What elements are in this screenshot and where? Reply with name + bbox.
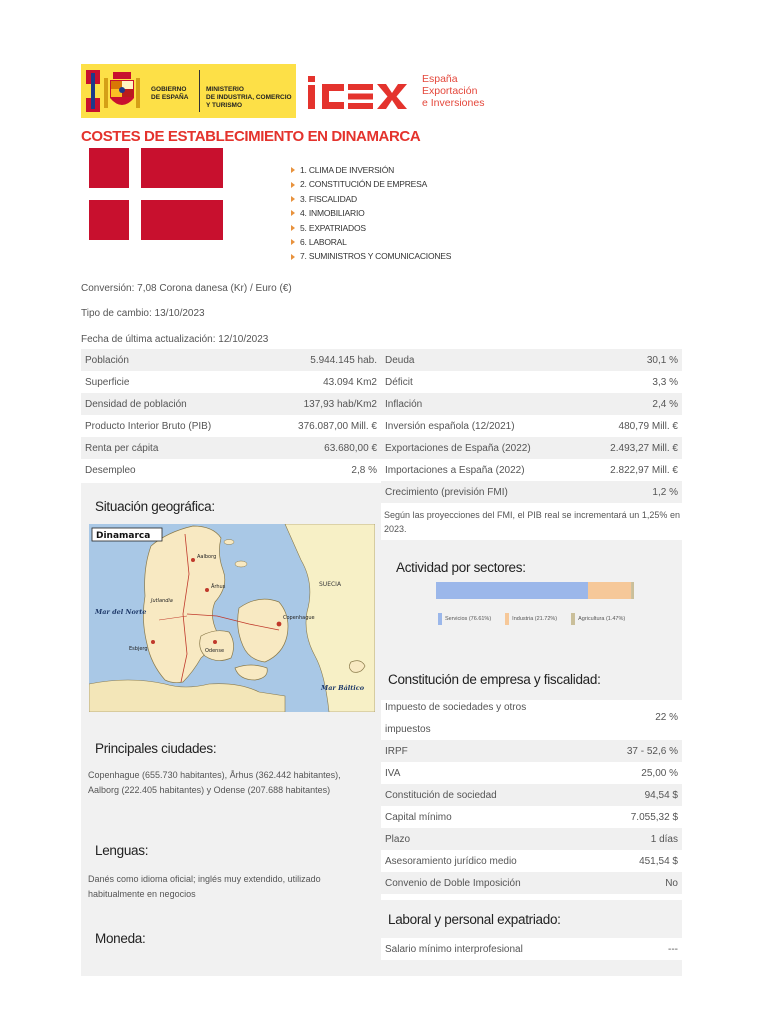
fiscal-value: No (665, 877, 678, 889)
table-row (381, 938, 682, 960)
table-row (381, 762, 682, 784)
chevron-right-icon (291, 182, 295, 188)
toc-item[interactable] (291, 177, 451, 191)
legend-swatch (438, 613, 442, 625)
fiscal-label: Plazo (385, 833, 411, 845)
map-label: Århus (211, 584, 226, 590)
fiscal-label: Convenio de Doble Imposición (385, 877, 521, 889)
indicator-label: Deuda (385, 354, 415, 366)
chevron-right-icon (291, 196, 295, 202)
ciudades-title: Principales ciudades: (95, 741, 217, 756)
table-row (381, 872, 682, 894)
page-title: COSTES DE ESTABLECIMIENTO EN DINAMARCA (81, 128, 421, 145)
indicator-label: Inversión española (12/2021) (385, 420, 515, 432)
table-row (81, 371, 381, 393)
denmark-flag-icon (89, 148, 223, 240)
toc-item[interactable] (291, 249, 451, 263)
logo-divider (199, 70, 200, 112)
table-of-contents (291, 163, 451, 264)
map-label: Copenhague (283, 615, 315, 621)
toc-item-label[interactable]: 4. INMOBILIARIO (300, 208, 365, 219)
legend-item (438, 613, 491, 625)
moneda-title: Moneda: (95, 931, 146, 946)
map-label: Aalborg (197, 554, 217, 560)
gobierno-text (151, 86, 188, 102)
legend-label: Agricultura (1.47%) (578, 616, 626, 622)
toc-item[interactable] (291, 221, 451, 235)
gobierno-logo (81, 64, 296, 118)
table-row (381, 437, 682, 459)
toc-item[interactable] (291, 235, 451, 249)
spain-coat-of-arms-icon (103, 70, 141, 114)
table-row (381, 740, 682, 762)
table-row (381, 850, 682, 872)
table-row (381, 349, 682, 371)
fiscal-value: 37 - 52,6 % (626, 745, 678, 757)
indicator-value: 480,79 Mill. € (618, 420, 678, 432)
chevron-right-icon (291, 239, 295, 245)
icex-line-3: e Inversiones (422, 97, 485, 109)
indicator-label: Crecimiento (previsión FMI) (385, 486, 508, 498)
toc-item-label[interactable]: 2. CONSTITUCIÓN DE EMPRESA (300, 179, 428, 190)
table-row (81, 393, 381, 415)
indicator-label: Exportaciones de España (2022) (385, 442, 531, 454)
legend-label: Industria (21.72%) (512, 616, 558, 622)
indicator-label: Importaciones a España (2022) (385, 464, 525, 476)
indicator-label: Población (85, 354, 129, 366)
actividad-title: Actividad por sectores: (396, 560, 526, 575)
table-row (81, 459, 381, 481)
legend-swatch (571, 613, 575, 625)
toc-item-label[interactable]: 1. CLIMA DE INVERSIÓN (300, 165, 395, 175)
indicator-value: 3,3 % (652, 376, 678, 388)
flag-cross-horizontal (89, 188, 223, 200)
table-row (381, 806, 682, 828)
chevron-right-icon (291, 254, 295, 260)
indicator-label: Inflación (385, 398, 423, 410)
toc-item[interactable] (291, 163, 451, 177)
table-row (81, 437, 381, 459)
indicator-label: Superficie (85, 376, 130, 388)
lenguas-title: Lenguas: (95, 843, 149, 858)
icex-logo-icon (306, 70, 416, 112)
indicator-value: 5.944.145 hab. (310, 354, 377, 366)
map-label: Odense (205, 648, 225, 654)
fiscal-value: 1 días (650, 833, 678, 845)
situacion-title: Situación geográfica: (95, 499, 215, 514)
toc-item[interactable] (291, 192, 451, 206)
gobierno-line-1: GOBIERNO (151, 86, 187, 93)
indicator-value: 2,4 % (652, 398, 678, 410)
toc-item[interactable] (291, 206, 451, 220)
fiscal-value: 25,00 % (641, 767, 678, 779)
toc-item-label[interactable]: 6. LABORAL (300, 236, 347, 247)
legend-item (571, 613, 625, 625)
icex-line-2: Exportación (422, 85, 478, 97)
fiscal-label: IRPF (385, 745, 408, 757)
indicator-label: Renta per cápita (85, 442, 159, 454)
sector-bar-segment (436, 582, 588, 599)
map-label: SUECIA (319, 581, 342, 588)
fiscal-value: 451,54 $ (639, 855, 678, 867)
toc-item-label[interactable]: 7. SUMINISTROS Y COMUNICACIONES (300, 251, 452, 262)
table-row (381, 784, 682, 806)
gobierno-line-2: DE ESPAÑA (151, 94, 189, 101)
lenguas-text: Danés como idioma oficial; inglés muy extendido, utilizado habitualmente en negocios (88, 874, 321, 899)
table-row (381, 481, 682, 503)
table-row (381, 371, 682, 393)
fiscal-value: 94,54 $ (644, 789, 678, 801)
laboral-title: Laboral y personal expatriado: (388, 912, 561, 927)
conversion-rate: Conversión: 7,08 Corona danesa (Kr) / Euro (€) (81, 283, 292, 294)
sector-bar-segment (588, 582, 631, 599)
icex-line-1: España (422, 73, 458, 85)
map-title: Dinamarca (96, 531, 151, 541)
ministerio-line-2: DE INDUSTRIA, COMERCIO (206, 94, 292, 101)
indicator-value: 43.094 Km2 (323, 376, 377, 388)
sector-bar-segment (631, 582, 634, 599)
indicator-value: 2.822,97 Mill. € (610, 464, 678, 476)
table-row (381, 415, 682, 437)
indicator-value: 1,2 % (652, 486, 678, 498)
map-label: Mar del Norte (95, 608, 147, 616)
constitucion-title: Constitución de empresa y fiscalidad: (388, 672, 601, 687)
laboral-value: --- (668, 943, 678, 955)
indicator-value: 376.087,00 Mill. € (298, 420, 377, 432)
indicator-value: 30,1 % (646, 354, 678, 366)
table-row (381, 700, 682, 740)
fiscal-label: Impuesto de sociedades y otros (385, 702, 527, 713)
sector-legend (438, 613, 678, 625)
indicator-value: 2,8 % (351, 464, 377, 476)
indicator-value: 137,93 hab/Km2 (303, 398, 377, 410)
ministerio-text (206, 86, 292, 110)
toc-item-label[interactable]: 3. FISCALIDAD (300, 193, 357, 204)
fiscal-label: impuestos (385, 724, 431, 735)
legend-swatch (505, 613, 509, 625)
laboral-label: Salario mínimo interprofesional (385, 943, 523, 955)
legend-label: Servicios (76.61%) (445, 616, 492, 622)
table-row (81, 415, 381, 437)
indicator-value: 2.493,27 Mill. € (610, 442, 678, 454)
denmark-map (89, 524, 375, 712)
ministerio-line-1: MINISTERIO (206, 86, 244, 93)
pillars-emblem-icon (85, 68, 101, 114)
fiscal-value: 7.055,32 $ (630, 811, 678, 823)
exchange-date: Tipo de cambio: 13/10/2023 (81, 308, 205, 319)
fiscal-label: Constitución de sociedad (385, 789, 497, 801)
table-row (81, 349, 381, 371)
indicator-label: Producto Interior Bruto (PIB) (85, 420, 212, 432)
legend-item (505, 613, 557, 625)
ciudades-text: Copenhague (655.730 habitantes), Århus (362.442 habitantes), Aalborg (222.405 habitantes) y Odense (207.688 habitantes) (88, 770, 341, 795)
ministerio-line-3: Y TURISMO (206, 102, 242, 109)
last-updated: Fecha de última actualización: 12/10/2023 (81, 334, 269, 345)
chevron-right-icon (291, 210, 295, 216)
fiscal-label: Asesoramiento jurídico medio (385, 855, 517, 867)
map-label: Esbjerg (129, 646, 148, 652)
fiscal-label: IVA (385, 767, 401, 779)
map-graphic (89, 524, 375, 712)
toc-item-label[interactable]: 5. EXPATRIADOS (300, 222, 366, 233)
map-label: Jutlandia (151, 598, 173, 604)
chevron-right-icon (291, 167, 295, 173)
table-row (381, 828, 682, 850)
growth-note: Según las proyecciones del FMI, el PIB real se incrementará un 1,25% en 2023. (384, 510, 680, 534)
indicator-label: Densidad de población (85, 398, 187, 410)
table-row (381, 393, 682, 415)
indicator-value: 63.680,00 € (324, 442, 377, 454)
sector-chart (436, 582, 640, 602)
table-row (381, 459, 682, 481)
fiscal-value: 22 % (655, 712, 678, 723)
map-label: Mar Báltico (321, 684, 365, 692)
indicator-label: Déficit (385, 376, 413, 388)
icex-tagline (422, 73, 484, 109)
indicator-label: Desempleo (85, 464, 136, 476)
fiscal-label: Capital mínimo (385, 811, 452, 823)
chevron-right-icon (291, 225, 295, 231)
